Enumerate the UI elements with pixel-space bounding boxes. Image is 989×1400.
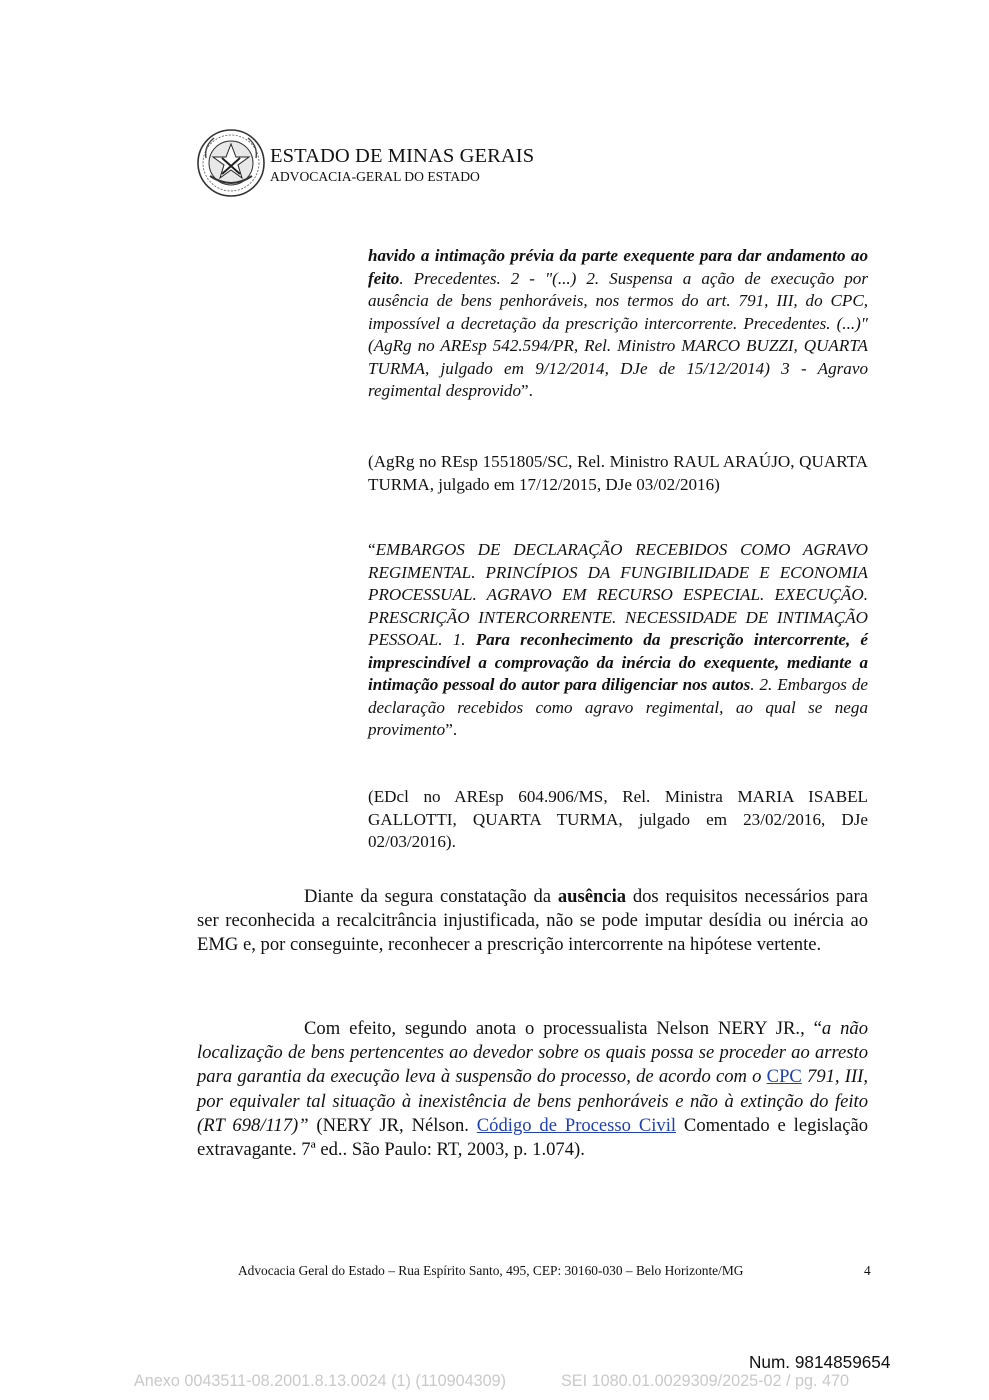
- cpc-link[interactable]: CPC: [766, 1066, 802, 1088]
- quote-1-close: ”.: [521, 381, 533, 400]
- quote-block-2: [368, 539, 868, 742]
- document-number: Num. 9814859654: [749, 1352, 891, 1372]
- quote-2-close: ”.: [445, 720, 458, 739]
- codigo-processo-civil-link[interactable]: Código de Processo Civil: [476, 1114, 677, 1136]
- quote-2-bold: Para reconhecimento da prescrição intercorrente, é imprescindível a comprovação da inércia do exequente, mediante a intimação pessoal do autor para diligenciar nos autos: [368, 630, 868, 694]
- paragraph-1-bold: ausência: [557, 886, 627, 907]
- stamp-sei: SEI 1080.01.0029309/2025-02 / pg. 470: [561, 1372, 850, 1390]
- letterhead: [196, 127, 534, 199]
- citation-2: (EDcl no AREsp 604.906/MS, Rel. Ministra MARIA ISABEL GALLOTTI, QUARTA TURMA, julgado em 23/02/2016, DJe 02/03/2016).: [368, 787, 868, 851]
- paragraph-2-italic-1: a não localização de bens pertencentes ao devedor sobre os quais possa se proceder ao arresto para garantia da execução leva à suspensão do processo, de acordo com o: [197, 1018, 868, 1088]
- stamp-annex: Anexo 0043511-08.2001.8.13.0024 (1) (110904309): [134, 1372, 507, 1390]
- quote-2-text: . 2. Embargos de declaração recebidos como agravo regimental, ao qual se nega provimento: [368, 675, 868, 739]
- quote-1-bold: havido a intimação prévia da parte exequente para dar andamento ao feito: [368, 246, 868, 288]
- coat-of-arms-seal-icon: [196, 128, 266, 198]
- quote-2-italic: EMBARGOS DE DECLARAÇÃO RECEBIDOS COMO AGRAVO REGIMENTAL. PRINCÍPIOS DA FUNGIBILIDADE E ECONOMIA PROCESSUAL. AGRAVO EM RECURSO ESPECIAL. EXECUÇÃO. PRESCRIÇÃO INTERCORRENTE. NECESSIDADE DE INTIMAÇÃO PESSOAL. 1.: [368, 540, 868, 649]
- paragraph-2: [197, 1017, 868, 1162]
- paragraph-2-italic-2: 791, III, por equivaler tal situação à inexistência de bens penhoráveis e não à extinção do feito (RT 698/117)”: [197, 1066, 868, 1136]
- paragraph-2-tail: Comentado e legislação extravagante. 7ª ed.. São Paulo: RT, 2003, p. 1.074).: [197, 1114, 868, 1161]
- quote-block-1: [368, 245, 868, 403]
- footer-address: Advocacia Geral do Estado – Rua Espírito Santo, 495, CEP: 30160-030 – Belo Horizonte/MG: [238, 1263, 744, 1278]
- letterhead-subtitle: ADVOCACIA-GERAL DO ESTADO: [270, 169, 480, 184]
- paragraph-1-before: Diante da segura constatação da: [304, 886, 558, 907]
- citation-1: (AgRg no REsp 1551805/SC, Rel. Ministro RAUL ARAÚJO, QUARTA TURMA, julgado em 17/12/2015, DJe 03/02/2016): [368, 452, 868, 494]
- quote-2-open: “: [368, 540, 376, 559]
- paragraph-2-lead: Com efeito, segundo anota o processualista Nelson NERY JR., “: [304, 1018, 822, 1039]
- paragraph-1-after: dos requisitos necessários para ser reconhecida a recalcitrância injustificada, não se pode imputar desídia ou inércia ao EMG e, por conseguinte, reconhecer a prescrição intercorrente na hipótese vertente.: [197, 886, 868, 956]
- page-number: 4: [864, 1263, 871, 1278]
- letterhead-title: ESTADO DE MINAS GERAIS: [270, 145, 535, 167]
- paragraph-1: [197, 885, 868, 958]
- quote-1-text: . Precedentes. 2 - "(...) 2. Suspensa a ação de execução por ausência de bens penhoráveis, nos termos do art. 791, III, do CPC, impossível a decretação da prescrição intercorrente. Precedentes. (...)" (AgRg no AREsp 542.594/PR, Rel. Ministro MARCO BUZZI, QUARTA TURMA, julgado em 9/12/2014, DJe de 15/12/2014) 3 - Agravo regimental desprovido: [368, 268, 868, 400]
- paragraph-2-mid: (NERY JR, Nélson.: [308, 1114, 477, 1136]
